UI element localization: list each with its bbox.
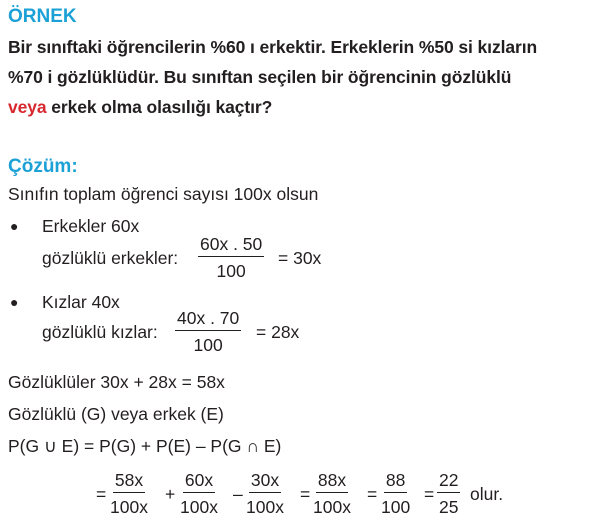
fraction-numerator: 60x	[183, 470, 215, 493]
bullet-icon: ●	[10, 294, 19, 310]
fraction-numerator: 88	[384, 470, 407, 493]
question-line-1: Bir sınıftaki öğrencilerin %60 ı erkektir. Erkeklerin %50 si kızların	[8, 37, 538, 57]
result-suffix: olur.	[470, 484, 504, 504]
fraction-denominator: 100	[381, 497, 411, 517]
fraction-numerator: 58x	[113, 470, 145, 493]
boys-fraction-denominator: 100	[216, 261, 246, 281]
question-highlight-veya: veya	[8, 97, 47, 117]
glasses-total-line: Gözlüklüler 30x + 28x = 58x	[8, 372, 225, 392]
fraction-denominator: 100x	[110, 497, 148, 517]
fraction-22-25	[437, 470, 460, 517]
boys-fraction	[198, 234, 264, 281]
girls-fraction	[175, 308, 241, 355]
fraction-denominator: 100x	[246, 497, 284, 517]
fraction-88x-100x	[313, 470, 351, 517]
question-line-3	[8, 92, 537, 122]
girls-result: = 28x	[256, 322, 300, 342]
fraction-30x-100x	[246, 470, 284, 517]
fraction-denominator: 100x	[313, 497, 351, 517]
fraction-numerator: 88x	[316, 470, 348, 493]
equals-sign: =	[424, 484, 435, 504]
event-definition-line: Gözlüklü (G) veya erkek (E)	[8, 404, 224, 424]
boys-glasses-label: gözlüklü erkekler:	[42, 248, 179, 268]
equals-sign: =	[96, 484, 107, 504]
total-students-line: Sınıfın toplam öğrenci sayısı 100x olsun	[8, 184, 319, 204]
equals-sign: =	[300, 484, 311, 504]
fraction-numerator: 22	[437, 470, 460, 493]
question-line-2: %70 i gözlüklüdür. Bu sınıftan seçilen bir öğrencinin gözlüklü	[8, 67, 512, 87]
union-formula-line: P(G ∪ E) = P(G) + P(E) – P(G ∩ E)	[8, 436, 282, 456]
solution-heading: Çözüm:	[8, 156, 78, 177]
fraction-numerator: 30x	[249, 470, 281, 493]
boys-fraction-numerator: 60x . 50	[198, 234, 264, 257]
bullet-icon: ●	[10, 218, 19, 234]
fraction-denominator: 100x	[180, 497, 218, 517]
fraction-denominator: 25	[439, 497, 459, 517]
fraction-60x-100x	[180, 470, 218, 517]
minus-sign: –	[233, 484, 243, 504]
question-line-3-rest: erkek olma olasılığı kaçtır?	[46, 97, 273, 117]
boys-line: Erkekler 60x	[42, 216, 140, 236]
girls-line: Kızlar 40x	[42, 292, 120, 312]
girls-glasses-label: gözlüklü kızlar:	[42, 322, 158, 342]
girls-fraction-denominator: 100	[193, 335, 223, 355]
boys-result: = 30x	[278, 248, 322, 268]
equals-sign: =	[367, 484, 378, 504]
fraction-58x-100x	[110, 470, 148, 517]
example-heading: ÖRNEK	[8, 6, 77, 27]
question-text	[8, 32, 537, 122]
girls-fraction-numerator: 40x . 70	[175, 308, 241, 331]
plus-sign: +	[165, 484, 176, 504]
fraction-88-100	[381, 470, 410, 517]
